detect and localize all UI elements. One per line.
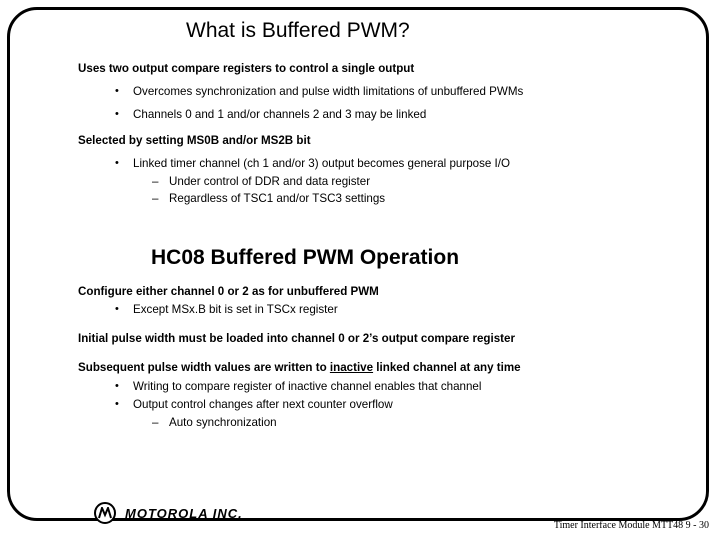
heading-subsequent-post: linked channel at any time [373,361,521,374]
dash-marker: – [152,416,159,429]
section-title: HC08 Buffered PWM Operation [151,246,460,269]
bullet-marker: • [115,108,119,120]
bullet-writing-compare: Writing to compare register of inactive channel enables that channel [133,380,482,393]
heading-subsequent-pre: Subsequent pulse width values are written to [78,361,330,374]
sub-tsc-settings: Regardless of TSC1 and/or TSC3 settings [169,192,386,205]
heading-initial-pulse: Initial pulse width must be loaded into channel 0 or 2’s output compare register [78,332,515,345]
heading-subsequent [78,361,521,374]
slide-title: What is Buffered PWM? [186,19,410,42]
dash-marker: – [152,175,159,188]
motorola-batwing-icon [94,502,116,524]
slide-footer: Timer Interface Module MTT48 9 - 30 [553,520,709,531]
heading-selected-by: Selected by setting MS0B and/or MS2B bit [78,134,311,147]
bullet-overcomes: Overcomes synchronization and pulse width limitations of unbuffered PWMs [133,85,524,98]
bullet-linked-timer: Linked timer channel (ch 1 and/or 3) output becomes general purpose I/O [133,157,511,170]
bullet-marker: • [115,157,119,169]
bullet-except-msxb: Except MSx.B bit is set in TSCx register [133,303,338,316]
heading-configure: Configure either channel 0 or 2 as for unbuffered PWM [78,285,379,298]
dash-marker: – [152,192,159,205]
heading-two-registers: Uses two output compare registers to control a single output [78,62,415,75]
bullet-marker: • [115,380,119,392]
bullet-marker: • [115,85,119,97]
motorola-logo [94,499,243,527]
bullet-channels-linked: Channels 0 and 1 and/or channels 2 and 3 may be linked [133,108,427,121]
bullet-output-control: Output control changes after next counter overflow [133,398,393,411]
sub-ddr-control: Under control of DDR and data register [169,175,371,188]
sub-auto-sync: Auto synchronization [169,416,277,429]
bullet-marker: • [115,303,119,315]
inactive-underlined: inactive [329,361,374,374]
logo-text: MOTOROLA INC. [125,505,243,521]
bullet-marker: • [115,398,119,410]
